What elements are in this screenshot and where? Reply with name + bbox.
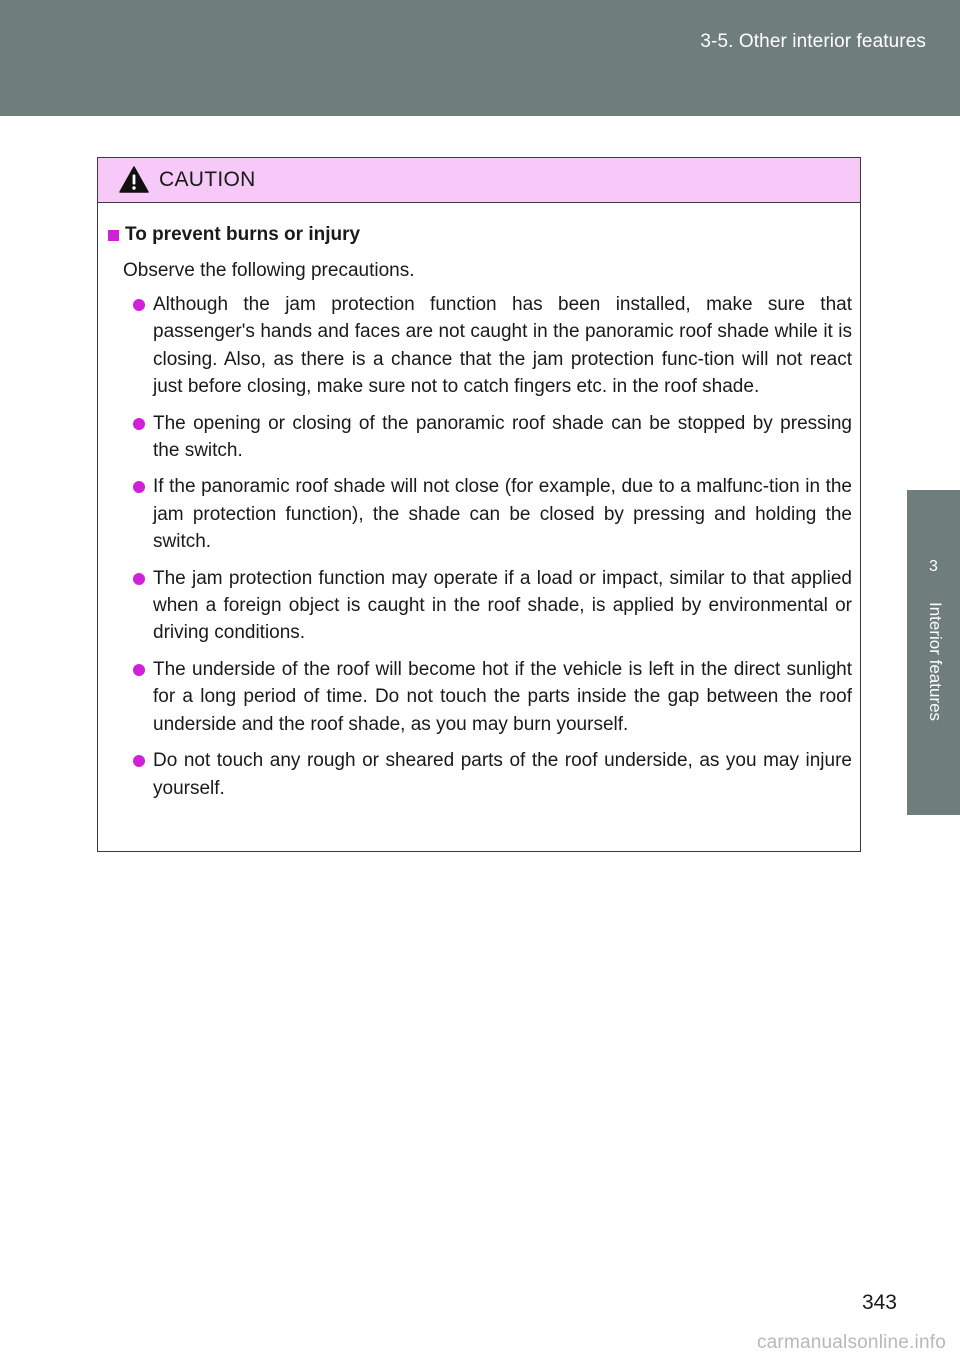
section-heading-text: To prevent burns or injury xyxy=(125,224,361,245)
list-item-text: The jam protection function may operate if a load or impact, similar to that applied when a foreign object is caught in the roof shade, is applied by environmental or driving conditions. xyxy=(153,567,852,644)
list-item xyxy=(133,656,852,738)
caution-header xyxy=(98,158,860,203)
list-item xyxy=(133,291,852,401)
header-band xyxy=(0,0,960,116)
section-title: 3-5. Other interior features xyxy=(700,31,926,52)
square-bullet-icon xyxy=(108,230,119,241)
list-item-text: The opening or closing of the panoramic roof shade can be stopped by pressing the switch. xyxy=(153,412,852,462)
caution-box xyxy=(97,157,861,852)
section-heading xyxy=(108,221,852,249)
list-item-text: The underside of the roof will become hot if the vehicle is left in the direct sunlight for a long period of time. Do not touch the parts inside the gap between the roof underside and the roof shade, as you may burn yourself. xyxy=(153,658,852,735)
bullet-dot-icon xyxy=(133,573,145,585)
bullet-dot-icon xyxy=(133,481,145,493)
chapter-side-tab xyxy=(907,490,960,815)
list-item-text: Do not touch any rough or sheared parts of the roof underside, as you may injure yourself. xyxy=(153,750,852,799)
intro-text: Observe the following precautions. xyxy=(123,260,415,281)
page-number: 343 xyxy=(861,1291,897,1314)
bullet-dot-icon xyxy=(133,755,145,767)
list-item xyxy=(133,473,852,555)
list-item-text: Although the jam protection function has been installed, make sure that passenger's hands and faces are not caught in the panoramic roof shade while it is closing. Also, as there is a chance that the jam protection func-tion will not react just before closing, make sure not to catch fingers etc. in the roof shade. xyxy=(153,294,852,398)
warning-triangle-icon xyxy=(119,166,149,198)
list-item xyxy=(133,410,852,465)
caution-title: CAUTION xyxy=(159,168,256,191)
watermark: carmanualsonline.info xyxy=(756,1332,946,1353)
bullet-dot-icon xyxy=(133,299,145,311)
caution-body xyxy=(98,203,860,802)
bullet-dot-icon xyxy=(133,418,145,430)
chapter-number: 3 xyxy=(929,558,938,575)
list-item xyxy=(133,565,852,647)
list-item xyxy=(133,747,852,802)
bullet-dot-icon xyxy=(133,664,145,676)
list-item-text: If the panoramic roof shade will not close (for example, due to a malfunc-tion in the jam protection function), the shade can be closed by pressing and holding the switch. xyxy=(153,476,852,553)
chapter-label: Interior features xyxy=(926,602,945,722)
precautions-list xyxy=(108,291,852,802)
